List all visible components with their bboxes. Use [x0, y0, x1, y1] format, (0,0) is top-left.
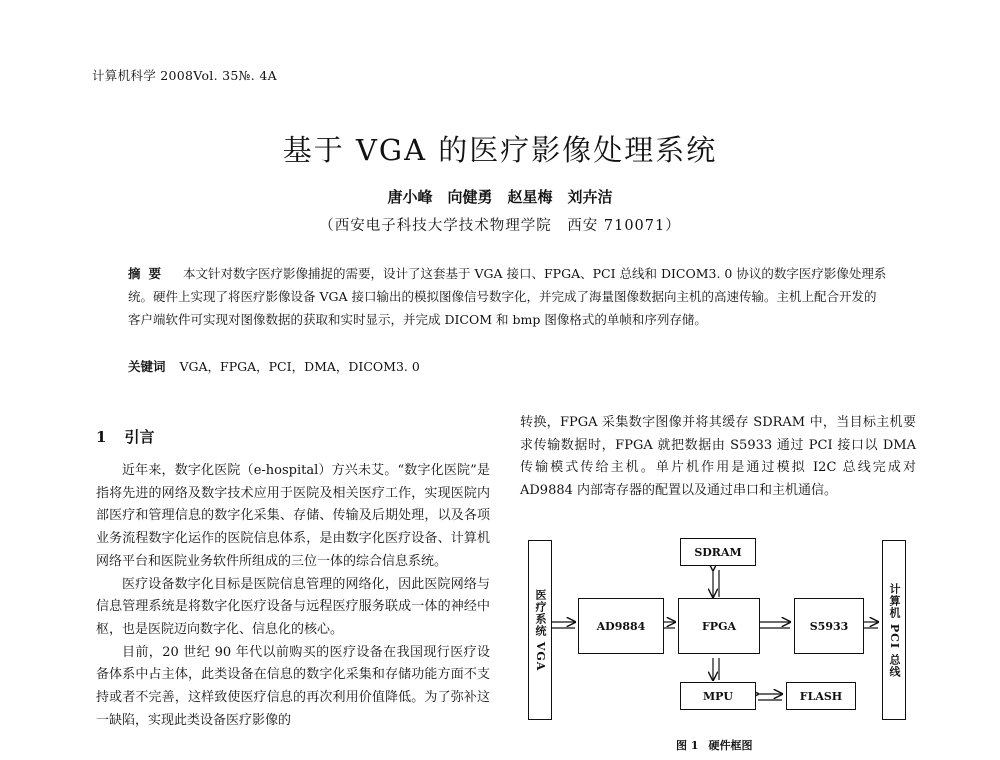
ad9884-label: AD9884 — [596, 619, 646, 633]
abstract-text: 本文针对数字医疗影像捕捉的需要，设计了这套基于 VGA 接口、FPGA、PCI 总线和 DICOM3. 0 协议的数字医疗影像处理系统。硬件上实现了将医疗影像设备 VGA 接口输出的模拟图像信号数字化，并完成了海量图像数据向主机的高速传输。主机上配合开发的客户端软件可实现对图像数据的获取和实时显示，并完成 DICOM 和 bmp 图像格式的单帧和序列存储。 — [128, 266, 887, 327]
sdram-label: SDRAM — [694, 545, 742, 559]
ad9884-box — [578, 598, 664, 654]
paragraph: 转换，FPGA 采集数字图像并将其缓存 SDRAM 中，当目标主机要求传输数据时，FPGA 就把数据由 S5933 通过 PCI 接口以 DMA 传输模式传给主机。单片机作用是通过模拟 I2C 总线完成对 AD9884 内部寄存器的配置以及通过串口和主机通信。 — [520, 415, 916, 499]
abstract-label: 摘要 — [128, 266, 170, 281]
fpga-label: FPGA — [701, 619, 736, 633]
pci-bus-label: 计算机 PCI 总线 — [888, 582, 901, 678]
flash-box — [786, 682, 856, 710]
hardware-block-diagram — [520, 530, 920, 730]
author-list: 唐小峰 向健勇 赵星梅 刘卉洁 — [387, 188, 613, 206]
keywords-label: 关键词 — [128, 359, 166, 374]
mpu-label: MPU — [702, 689, 734, 703]
journal-header: 计算机科学 2008Vol. 35№. 4A — [92, 68, 277, 83]
sdram-box — [680, 538, 756, 566]
vga-source-box — [528, 540, 552, 720]
paragraph: 近年来，数字化医院（e-hospital）方兴未艾。“数字化医院”是指将先进的网络及数字技术应用于医院及相关医疗工作，实现医院内部医疗和管理信息的数字化采集、存储、传输及后期处理，以及各项业务流程数字化运作的医院信息体系，是由数字化医疗设备、计算机网络平台和医院业务软件所组成的三位一体的综合信息系统。 — [96, 463, 490, 569]
mpu-box — [680, 682, 756, 710]
vga-source-label: 医疗系统 VGA — [534, 588, 547, 672]
keywords-text: VGA，FPGA，PCI，DMA，DICOM3. 0 — [179, 359, 420, 374]
abstract — [128, 262, 888, 331]
flash-label: FLASH — [799, 689, 843, 703]
keywords — [128, 357, 888, 375]
section-number: 1 — [96, 428, 107, 446]
section-title: 引言 — [124, 428, 155, 446]
paper-title: 基于 VGA 的医疗影像处理系统 — [282, 133, 718, 167]
figure-caption — [676, 737, 752, 753]
paragraph: 目前，20 世纪 90 年代以前购买的医疗设备在我国现行医疗设备体系中占主体，此类设备在信息的数字化采集和存储功能方面不支持或者不完善，这样致使医疗信息的再次利用价值降低。为了弥补这一缺陷，实现此类设备医疗影像的 — [96, 644, 490, 728]
affiliation: （西安电子科技大学技术物理学院 西安 710071） — [319, 218, 681, 234]
fpga-box — [678, 598, 760, 654]
figure-number: 图 1 — [676, 739, 699, 752]
s5933-box — [794, 598, 864, 654]
paragraph: 医疗设备数字化目标是医院信息管理的网络化，因此医院网络与信息管理系统是将数字化医疗设备与远程医疗服务联成一体的神经中枢，也是医院迈向数字化、信息化的核心。 — [96, 576, 490, 637]
figure-caption-text: 硬件框图 — [708, 739, 753, 752]
pci-bus-box — [882, 540, 906, 720]
s5933-label: S5933 — [809, 619, 849, 633]
left-column — [96, 460, 490, 732]
section-heading — [96, 426, 154, 447]
right-column — [520, 412, 916, 503]
